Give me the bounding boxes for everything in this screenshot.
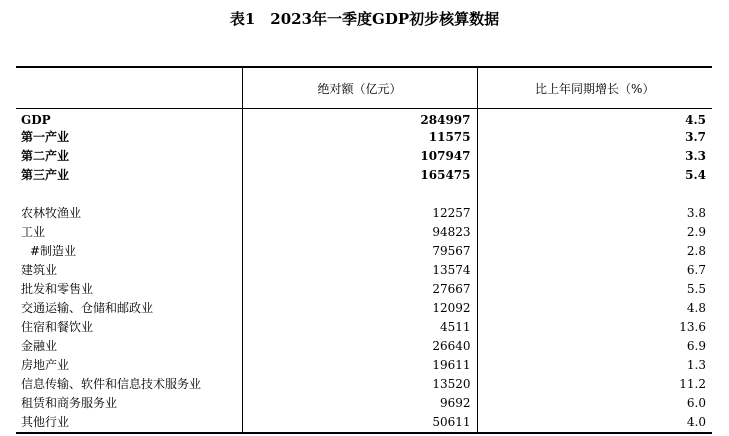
row-growth: 6.7 (477, 261, 712, 280)
table-title: 表1 2023年一季度GDP初步核算数据 (229, 10, 500, 28)
row-label: 租赁和商务服务业 (21, 396, 118, 410)
table-row (16, 318, 712, 337)
row-label: #制造业 (30, 244, 77, 258)
table-body (16, 109, 712, 434)
table-row (16, 128, 712, 147)
row-label: 信息传输、软件和信息技术服务业 (21, 377, 202, 391)
row-growth: 3.8 (477, 204, 712, 223)
header-row (16, 67, 712, 109)
row-label: 第二产业 (21, 149, 70, 163)
table-row (16, 204, 712, 223)
spacer-row (16, 185, 712, 204)
row-growth: 3.3 (477, 147, 712, 166)
row-label: 房地产业 (21, 358, 70, 372)
row-value: 27667 (242, 280, 477, 299)
table-row (16, 166, 712, 185)
table-row (16, 261, 712, 280)
row-growth: 6.0 (477, 394, 712, 413)
spacer-cell (477, 185, 712, 204)
row-value: 12092 (242, 299, 477, 318)
header-growth: 比上年同期增长（%） (477, 67, 712, 109)
row-value: 4511 (242, 318, 477, 337)
header-label (16, 67, 242, 109)
table-row (16, 147, 712, 166)
row-growth: 2.8 (477, 242, 712, 261)
row-growth: 5.5 (477, 280, 712, 299)
row-value: 284997 (242, 109, 477, 129)
table-row (16, 337, 712, 356)
table-row (16, 242, 712, 261)
row-value: 26640 (242, 337, 477, 356)
row-value: 79567 (242, 242, 477, 261)
header-value: 绝对额（亿元） (242, 67, 477, 109)
table-row (16, 223, 712, 242)
row-value: 9692 (242, 394, 477, 413)
gdp-table (16, 66, 712, 434)
table-row (16, 375, 712, 394)
row-growth: 11.2 (477, 375, 712, 394)
row-label: 农林牧渔业 (21, 206, 82, 220)
row-value: 11575 (242, 128, 477, 147)
row-value: 50611 (242, 413, 477, 433)
row-growth: 4.8 (477, 299, 712, 318)
row-label: 建筑业 (21, 263, 58, 277)
row-label: 第一产业 (21, 130, 70, 144)
row-label: 交通运输、仓储和邮政业 (21, 301, 154, 315)
row-label: 金融业 (21, 339, 58, 353)
row-value: 12257 (242, 204, 477, 223)
row-growth: 5.4 (477, 166, 712, 185)
row-growth: 4.5 (477, 109, 712, 129)
row-value: 107947 (242, 147, 477, 166)
row-label: 批发和零售业 (21, 282, 94, 296)
row-growth: 4.0 (477, 413, 712, 433)
row-value: 19611 (242, 356, 477, 375)
row-value: 13574 (242, 261, 477, 280)
table-row (16, 413, 712, 433)
spacer-cell (16, 185, 242, 204)
row-value: 165475 (242, 166, 477, 185)
row-label: GDP (21, 113, 51, 127)
table-row (16, 109, 712, 129)
row-growth: 3.7 (477, 128, 712, 147)
row-growth: 2.9 (477, 223, 712, 242)
row-label: 第三产业 (21, 168, 70, 182)
row-growth: 13.6 (477, 318, 712, 337)
table-row (16, 299, 712, 318)
row-growth: 1.3 (477, 356, 712, 375)
row-label: 其他行业 (16, 413, 242, 433)
row-label: 住宿和餐饮业 (21, 320, 94, 334)
table-row (16, 280, 712, 299)
row-value: 94823 (242, 223, 477, 242)
table-row (16, 394, 712, 413)
row-label: 工业 (21, 225, 46, 239)
spacer-cell (242, 185, 477, 204)
table-row (16, 356, 712, 375)
row-growth: 6.9 (477, 337, 712, 356)
row-value: 13520 (242, 375, 477, 394)
